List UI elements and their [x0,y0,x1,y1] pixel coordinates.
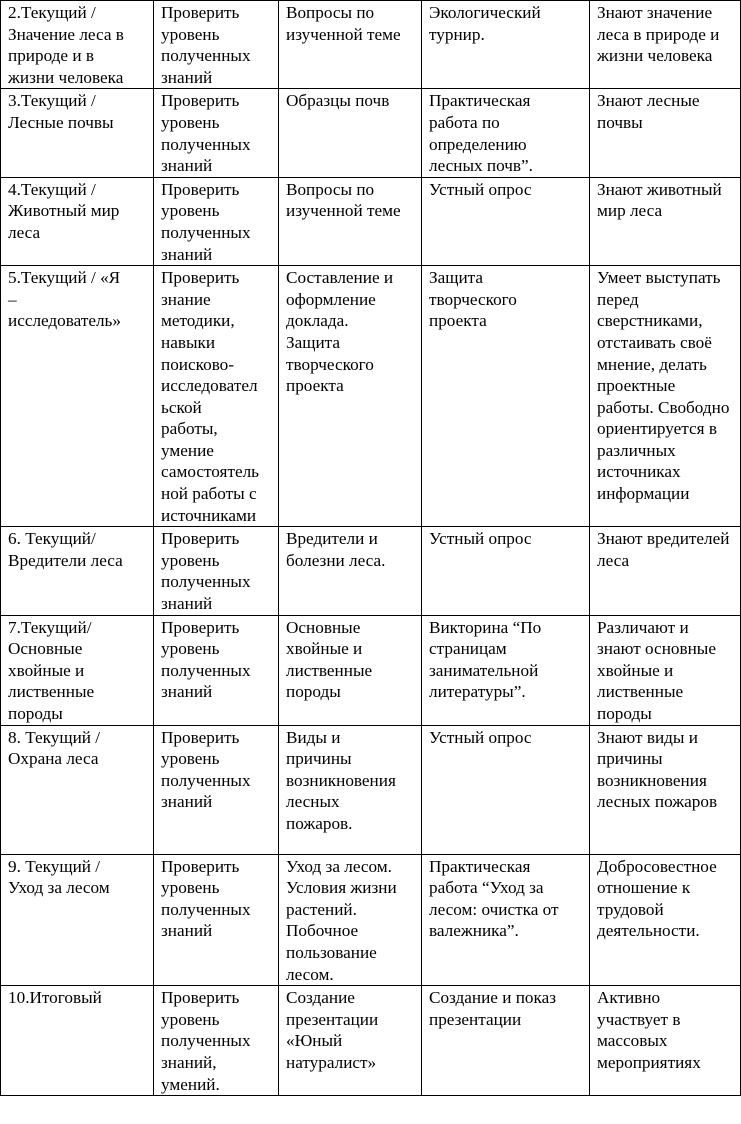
goal-cell: Проверить уровень полученных знаний [154,177,279,265]
table-row [1,1,741,89]
content-cell: Составление и оформление доклада. Защита творческого проекта [279,266,422,527]
form-cell: Устный опрос [422,177,590,265]
form-cell: Создание и показ презентации [422,986,590,1096]
content-cell: Виды и причины возникновения лесных пожаров. [279,725,422,854]
goal-cell: Проверить уровень полученных знаний [154,615,279,725]
stage-cell: 6. Текущий/ Вредители леса [1,527,154,615]
result-cell: Активно участвует в массовых мероприятиях [590,986,741,1096]
stage-cell: 7.Текущий/ Основные хвойные и лиственные породы [1,615,154,725]
content-cell: Вопросы по изученной теме [279,177,422,265]
stage-cell: 10.Итоговый [1,986,154,1096]
table-row [1,986,741,1096]
content-cell: Уход за лесом. Условия жизни растений. Побочное пользование лесом. [279,854,422,986]
result-cell: Знают лесные почвы [590,89,741,177]
goal-cell: Проверить знание методики, навыки поисково- исследовател ьской работы, умение самостоятель ной работы с источниками [154,266,279,527]
form-cell: Практическая работа “Уход за лесом: очистка от валежника”. [422,854,590,986]
form-cell: Практическая работа по определению лесных почв”. [422,89,590,177]
content-cell: Образцы почв [279,89,422,177]
goal-cell: Проверить уровень полученных знаний [154,854,279,986]
table-row [1,725,741,854]
stage-cell: 9. Текущий / Уход за лесом [1,854,154,986]
result-cell: Знают животный мир леса [590,177,741,265]
table-row [1,266,741,527]
stage-cell: 5.Текущий / «Я – исследователь» [1,266,154,527]
goal-cell: Проверить уровень полученных знаний [154,1,279,89]
form-cell: Устный опрос [422,725,590,854]
form-cell: Викторина “По страницам занимательной литературы”. [422,615,590,725]
content-cell: Основные хвойные и лиственные породы [279,615,422,725]
result-cell: Различают и знают основные хвойные и лиственные породы [590,615,741,725]
stage-cell: 3.Текущий / Лесные почвы [1,89,154,177]
table-row [1,527,741,615]
result-cell: Знают вредителей леса [590,527,741,615]
form-cell: Устный опрос [422,527,590,615]
goal-cell: Проверить уровень полученных знаний [154,89,279,177]
goal-cell: Проверить уровень полученных знаний [154,725,279,854]
form-cell: Экологический турнир. [422,1,590,89]
result-cell: Умеет выступать перед сверстниками, отстаивать своё мнение, делать проектные работы. Свободно ориентируется в различных источниках информации [590,266,741,527]
result-cell: Знают значение леса в природе и жизни человека [590,1,741,89]
table-row [1,177,741,265]
content-cell: Вредители и болезни леса. [279,527,422,615]
stage-cell: 8. Текущий / Охрана леса [1,725,154,854]
form-cell: Защита творческого проекта [422,266,590,527]
table-row [1,615,741,725]
result-cell: Добросовестное отношение к трудовой деятельности. [590,854,741,986]
table-row [1,89,741,177]
result-cell: Знают виды и причины возникновения лесных пожаров [590,725,741,854]
content-cell: Создание презентации «Юный натуралист» [279,986,422,1096]
content-cell: Вопросы по изученной теме [279,1,422,89]
stage-cell: 2.Текущий / Значение леса в природе и в жизни человека [1,1,154,89]
goal-cell: Проверить уровень полученных знаний [154,527,279,615]
goal-cell: Проверить уровень полученных знаний, умений. [154,986,279,1096]
table-row [1,854,741,986]
stage-cell: 4.Текущий / Животный мир леса [1,177,154,265]
